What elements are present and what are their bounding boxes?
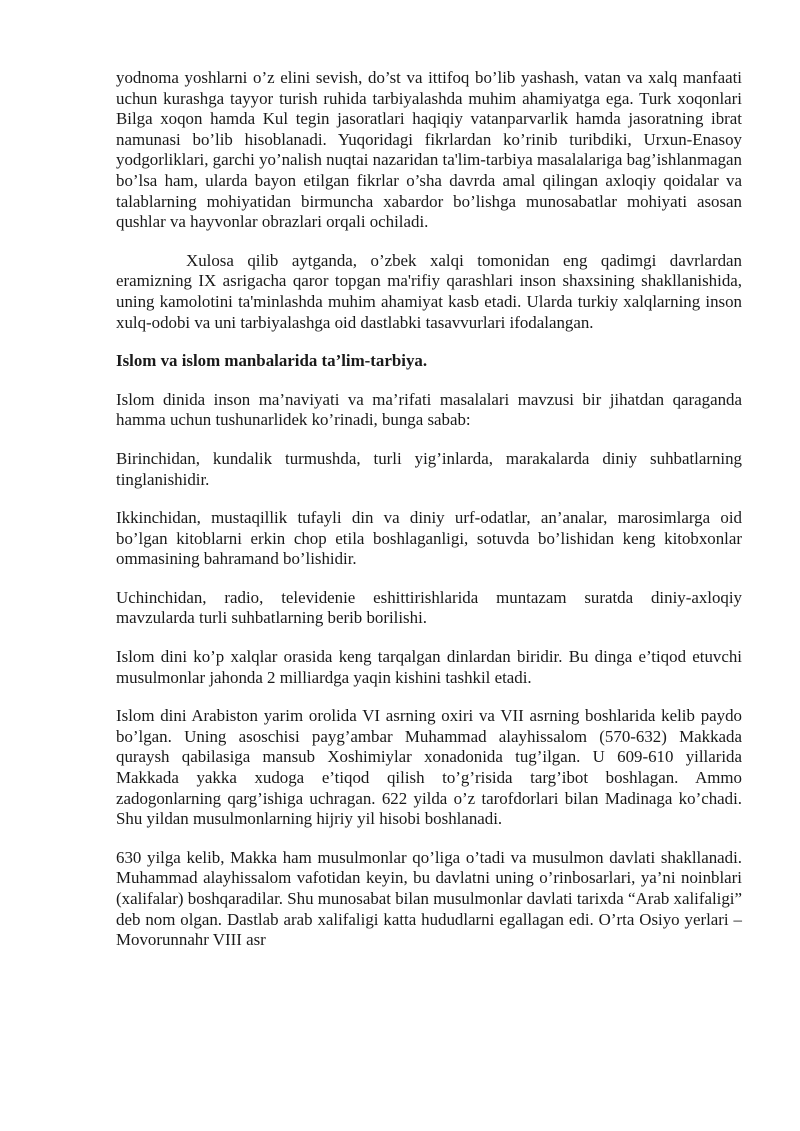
document-page xyxy=(116,68,742,969)
paragraph-third-reason: Uchinchidan, radio, televidenie eshittirishlarida muntazam suratda diniy-axloqiy mavzularda turli suhbatlarning berib borilishi. xyxy=(116,587,742,628)
paragraph-islam-spread: Islom dini ko’p xalqlar orasida keng tarqalgan dinlardan biridir. Bu dinga e’tiqod etuvchi musulmonlar jahonda 2 milliardga yaqin kishini tashkil etadi. xyxy=(116,647,742,687)
paragraph-yodnoma: yodnoma yoshlarni o’z elini sevish, do’st va ittifoq bo’lib yashash, vatan va xalq manfaati uchun kurashga tayyor turish ruhida tarbiyalashda muhim ahamiyatga ega. Turk xoqonlari Bilga xoqon hamda Kul tegin jasoratlari haqiqiy vatanparvarlik hamda jasoratning ibrat namunasi bo’lib hisoblanadi. Yuqoridagi fikrlardan ko’rinib turibdiki, Urxun-Enasoy yodgorliklari, garchi yo’nalish nuqtai nazaridan ta'lim-tarbiya masalalariga bag’ishlanmagan bo’lsa ham, ularda bayon etilgan fikrlar o’sha davrda amal qilingan axloqiy qoidalar va talablarning mohiyatidan birmuncha xabardor bo’lishga munosabatlar mohiyati asosan qushlar va hayvonlar obrazlari orqali ochiladi. xyxy=(116,68,742,232)
paragraph-islam-intro: Islom dinida inson ma’naviyati va ma’rifati masalalari mavzusi bir jihatdan qaraganda hamma uchun tushunarlidek ko’rinadi, bunga sabab: xyxy=(116,389,742,430)
paragraph-islam-origin: Islom dini Arabiston yarim orolida VI asrning oxiri va VII asrning boshlarida kelib paydo bo’lgan. Uning asoschisi payg’ambar Muhammad alayhissalom (570-632) Makkada quraysh qabilasiga mansub Xoshimiylar xonadonida tug’ilgan. U 609-610 yillarida Makkada yakka xudoga e’tiqod qilish to’g’risida targ’ibot boshlagan. Ammo zadogonlarning qarg’ishiga uchragan. 622 yilda o’z tarofdorlari bilan Madinaga ko’chadi. Shu yildan musulmonlarning hijriy yil hisobi boshlanadi. xyxy=(116,706,742,829)
paragraph-first-reason: Birinchidan, kundalik turmushda, turli yig’inlarda, marakalarda diniy suhbatlarning tinglanishidir. xyxy=(116,448,742,489)
paragraph-conclusion: Xulosa qilib aytganda, o’zbek xalqi tomonidan eng qadimgi davrlardan eramizning IX asrigacha qaror topgan ma'rifiy qarashlari inson shaxsining shakllanishida, uning kamolotini ta'minlashda muhim ahamiyat kasb etadi. Ularda turkiy xalqlarning inson xulq-odobi va uni tarbiyalashga oid dastlabki tasavvurlari ifodalangan. xyxy=(116,250,742,332)
paragraph-caliphate: 630 yilga kelib, Makka ham musulmonlar qo’liga o’tadi va musulmon davlati shakllanadi. Muhammad alayhissalom vafotidan keyin, bu davlatni uning o’rinbosarlari, ya’ni noinblari (xalifalar) boshqaradilar. Shu munosabat bilan musulmonlar davlati tarixda “Arab xalifaligi” deb nom olgan. Dastlab arab xalifaligi katta hududlarni egallagan edi. O’rta Osiyo yerlari –Movorunnahr VIII asr xyxy=(116,847,742,950)
section-heading: Islom va islom manbalarida ta’lim-tarbiya. xyxy=(116,351,428,371)
paragraph-second-reason: Ikkinchidan, mustaqillik tufayli din va diniy urf-odatlar, an’analar, marosimlarga oid bo’lgan kitoblarni erkin chop etila boshlaganligi, sotuvda bo’lishidan keng kitobxonlar ommasining bahramand bo’lishidir. xyxy=(116,508,742,569)
